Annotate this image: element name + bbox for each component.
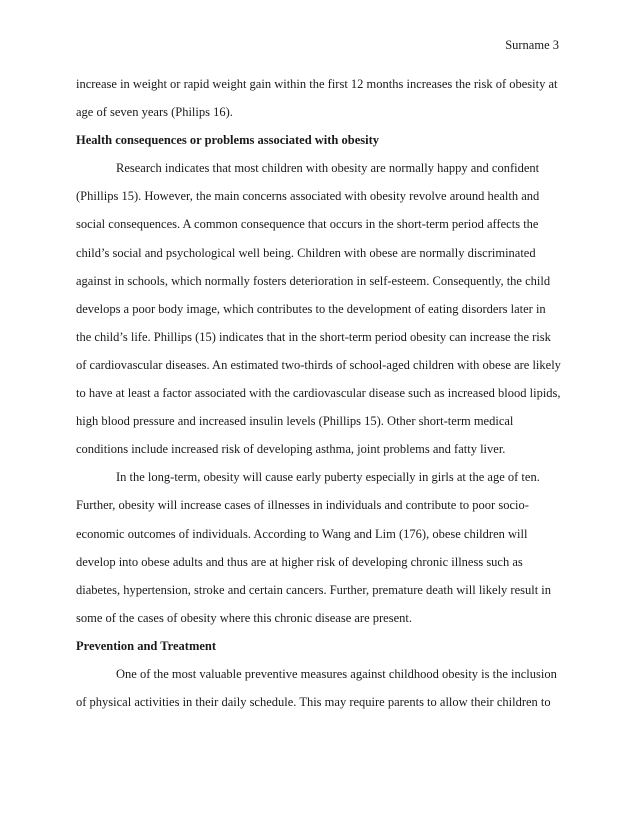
text-line: increase in weight or rapid weight gain within the first 12 months increases the risk of obesity at <box>76 77 558 91</box>
section-heading: Health consequences or problems associated with obesity <box>76 133 380 148</box>
text-line: In the long-term, obesity will cause early puberty especially in girls at the age of ten. <box>116 470 540 485</box>
text-line: to have at least a factor associated with the cardiovascular disease such as increased blood lipids, <box>76 386 561 401</box>
text-line: age of seven years (Philips 16). <box>76 105 233 120</box>
text-line: conditions include increased risk of developing asthma, joint problems and fatty liver. <box>76 442 506 457</box>
section-heading: Prevention and Treatment <box>76 638 217 653</box>
text-line: of physical activities in their daily schedule. This may require parents to allow their children to <box>76 695 551 710</box>
text-line: diabetes, hypertension, stroke and certain cancers. Further, premature death will likely result in <box>76 582 552 597</box>
text-line: some of the cases of obesity where this chronic disease are present. <box>76 610 412 625</box>
text-line: develop into obese adults and thus are at higher risk of developing chronic illness such as <box>76 554 523 569</box>
body-text <box>76 70 566 716</box>
text-line: economic outcomes of individuals. According to Wang and Lim (176), obese children will <box>76 526 528 541</box>
running-head: Surname 3 <box>505 38 559 52</box>
text-line: social consequences. A common consequence that occurs in the short-term period affects the <box>76 217 539 232</box>
text-line: against in schools, which normally fosters deterioration in self-esteem. Consequently, the child <box>76 273 551 288</box>
text-line: of cardiovascular diseases. An estimated two-thirds of school-aged children with obese are likely <box>76 357 561 372</box>
text-line: develops a poor body image, which contributes to the development of eating disorders later in <box>76 301 546 316</box>
text-line: child’s social and psychological well being. Children with obese are normally discriminated <box>76 245 536 260</box>
text-line: Further, obesity will increase cases of illnesses in individuals and contribute to poor socio- <box>76 498 529 513</box>
text-line: high blood pressure and increased insulin levels (Phillips 15). Other short-term medical <box>76 414 514 429</box>
text-line: (Phillips 15). However, the main concerns associated with obesity revolve around health and <box>76 189 540 204</box>
text-line: the child’s life. Phillips (15) indicates that in the short-term period obesity can increase the risk <box>76 329 551 344</box>
text-line: One of the most valuable preventive measures against childhood obesity is the inclusion <box>116 666 557 681</box>
text-line: Research indicates that most children with obesity are normally happy and confident <box>116 161 540 176</box>
